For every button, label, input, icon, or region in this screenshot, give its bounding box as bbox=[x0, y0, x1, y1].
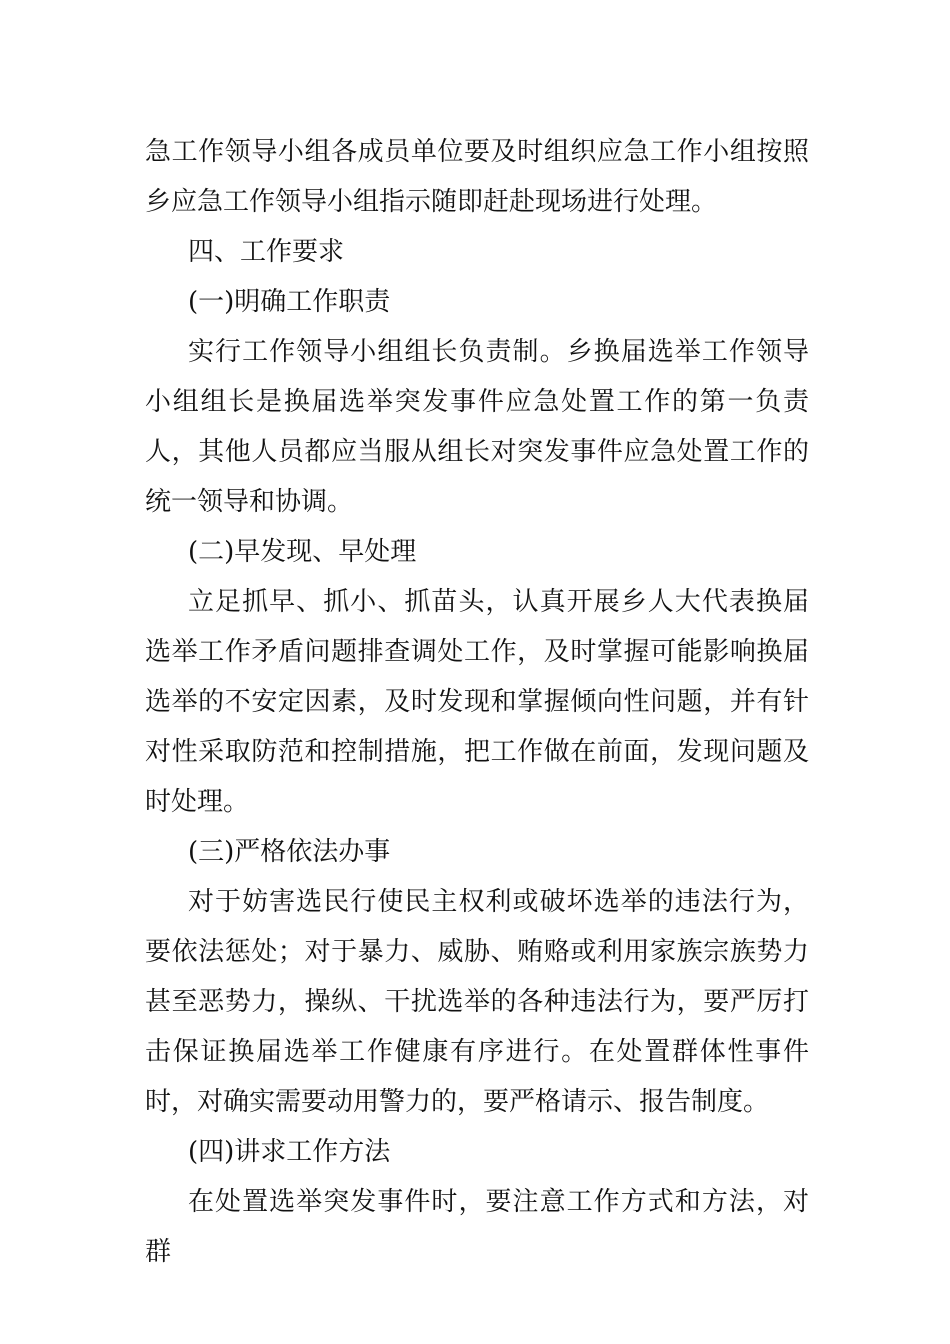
paragraph-early-detection: 立足抓早、抓小、抓苗头，认真开展乡人大代表换届选举工作矛盾问题排查调处工作，及时掌握可能影响换届选举的不安定因素，及时发现和掌握倾向性问题，并有针对性采取防范和控制措施，把工作做在前面，发现问题及时处理。 bbox=[145, 587, 809, 817]
paragraph-responsibility-system: 实行工作领导小组组长负责制。乡换届选举工作领导小组组长是换届选举突发事件应急处置工作的第一负责人，其他人员都应当服从组长对突发事件应急处置工作的统一领导和协调。 bbox=[145, 337, 809, 517]
paragraph-lawful-handling: 对于妨害选民行使民主权利或破坏选举的违法行为，要依法惩处；对于暴力、威胁、贿赂或利用家族宗族势力甚至恶势力，操纵、干扰选举的各种违法行为，要严厉打击保证换届选举工作健康有序进行。在处置群体性事件时，对确实需要动用警力的，要严格请示、报告制度。 bbox=[145, 887, 809, 1117]
paragraph-continuation: 急工作领导小组各成员单位要及时组织应急工作小组按照乡应急工作领导小组指示随即赶赴现场进行处理。 bbox=[145, 137, 809, 217]
subheading-early-detection: (二)早发现、早处理 bbox=[188, 537, 417, 567]
document-body bbox=[145, 127, 809, 1277]
subheading-clear-responsibilities: (一)明确工作职责 bbox=[188, 287, 391, 317]
paragraph-work-methods: 在处置选举突发事件时，要注意工作方式和方法，对群 bbox=[145, 1187, 809, 1267]
section-heading-work-requirements: 四、工作要求 bbox=[188, 237, 345, 267]
subheading-work-methods: (四)讲求工作方法 bbox=[188, 1137, 391, 1167]
subheading-lawful-handling: (三)严格依法办事 bbox=[188, 837, 391, 867]
